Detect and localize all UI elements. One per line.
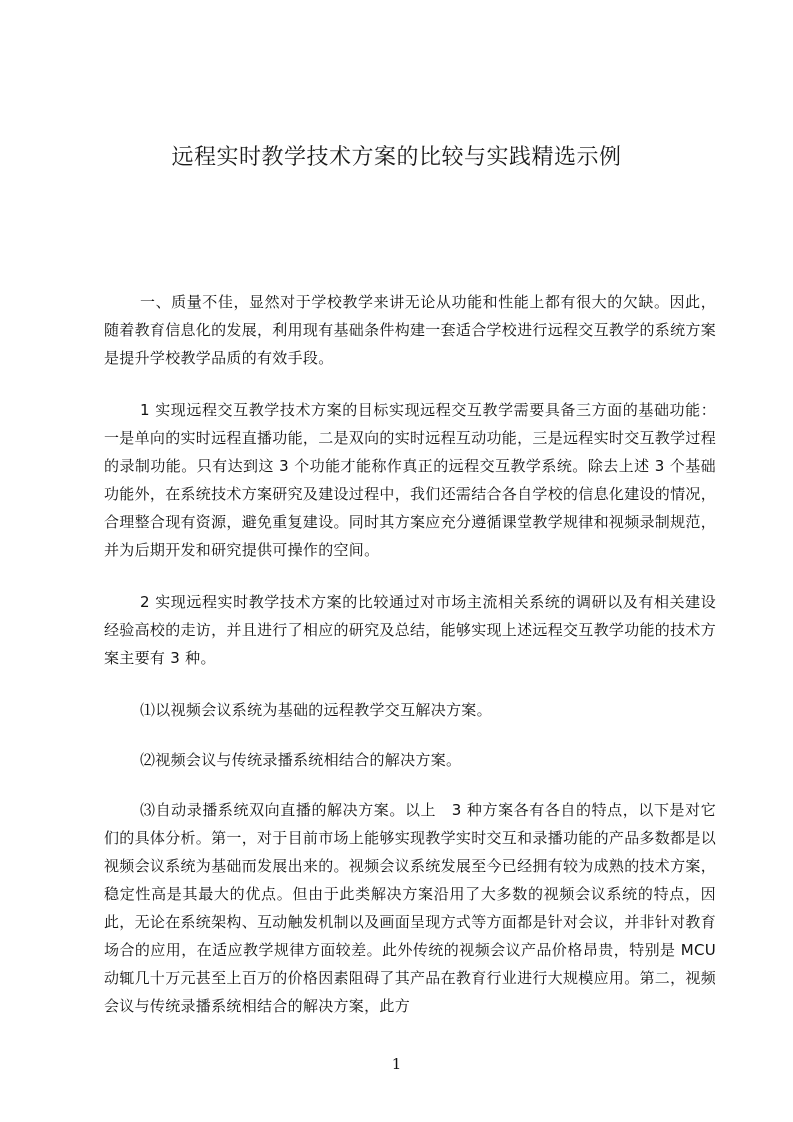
document-body [104,288,716,1020]
document-title: 远程实时教学技术方案的比较与实践精选示例 [171,145,622,170]
paragraph-section-2: 2 实现远程实时教学技术方案的比较通过对市场主流相关系统的调研以及有相关建设经验高校的走访，并且进行了相应的研究及总结，能够实现上述远程交互教学功能的技术方案主要有 3 种。 [104,593,717,667]
paragraph-section-1: 1 实现远程交互教学技术方案的目标实现远程交互教学需要具备三方面的基础功能：一是单向的实时远程直播功能，二是双向的实时远程互动功能，三是远程实时交互教学过程的录制功能。只有达到这 3 个功能才能称作真正的远程交互教学系统。除去上述 3 个基础功能外，在系统技术方案研究及建设过程中，我们还需结合各自学校的信息化建设的情况，合理整合现有资源，避免重复建设。同时其方案应充分遵循课堂教学规律和视频录制规范，并为后期开发和研究提供可操作的空间。 [104,401,717,559]
paragraph-option-2: ⑵视频会议与传统录播系统相结合的解决方案。 [140,751,462,769]
page-number: 1 [391,1055,402,1073]
paragraph-option-1: ⑴以视频会议系统为基础的远程教学交互解决方案。 [140,701,492,719]
paragraph-option-3-analysis: ⑶自动录播系统双向直播的解决方案。以上 3 种方案各有各自的特点，以下是对它们的具体分析。第一，对于目前市场上能够实现教学实时交互和录播功能的产品多数都是以视频会议系统为基础而发展出来的。视频会议系统发展至今已经拥有较为成熟的技术方案，稳定性高是其最大的优点。但由于此类解决方案沿用了大多数的视频会议系统的特点，因此，无论在系统架构、互动触发机制以及画面呈现方式等方面都是针对会议，并非针对教育场合的应用，在适应教学规律方面较差。此外传统的视频会议产品价格昂贵，特别是 MCU 动辄几十万元甚至上百万的价格因素阻碍了其产品在教育行业进行大规模应用。第二，视频会议与传统录播系统相结合的解决方案，此方 [104,801,717,1015]
paragraph-intro: 一、质量不佳，显然对于学校教学来讲无论从功能和性能上都有很大的欠缺。因此，随着教育信息化的发展，利用现有基础条件构建一套适合学校进行远程交互教学的系统方案是提升学校教学品质的有效手段。 [104,293,717,367]
